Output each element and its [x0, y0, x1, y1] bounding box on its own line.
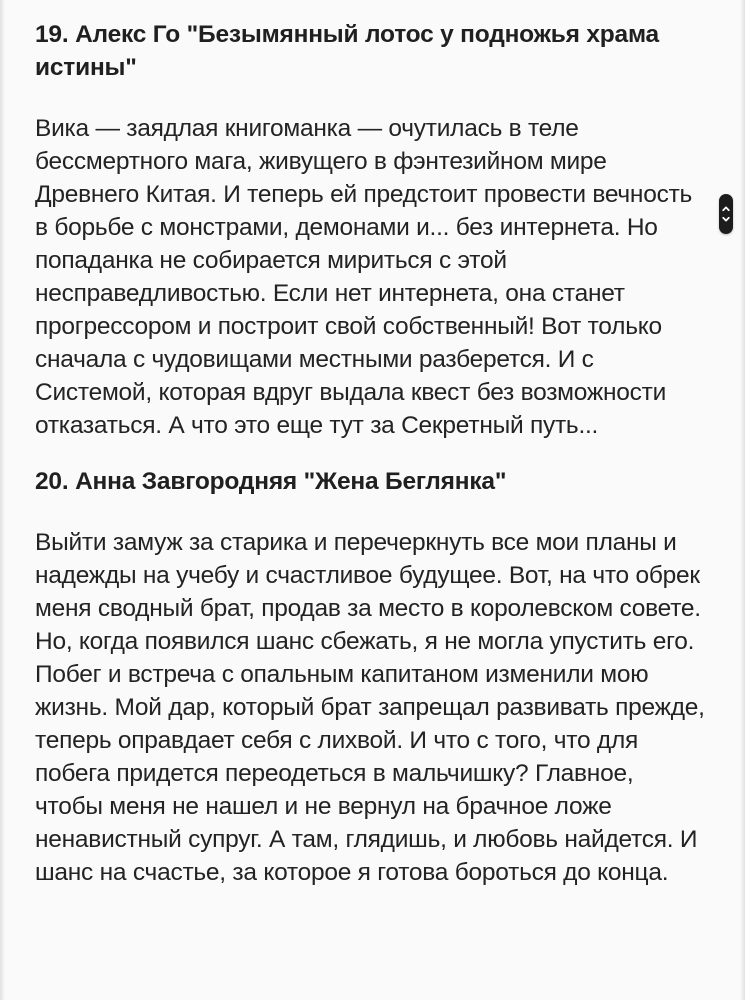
book-entry-description: Вика — заядлая книгоманка — очутилась в теле бессмертного мага, живущего в фэнтезийном мире Древнего Китая. И теперь ей предстоит провести вечность в борьбе с монстрами, демонами и... без интернета. Но попаданка не собирается мириться с этой несправедливостью. Если нет интернета, она станет прогрессором и построит свой собственный! Вот только сначала с чудовищами местными разберется. И с Системой, которая вдруг выдала квест без возможности отказаться. А что это еще тут за Секретный путь... — [35, 115, 693, 439]
book-entry-description: Выйти замуж за старика и перечеркнуть все мои планы и надежды на учебу и счастливое будущее. Вот, на что обрек меня сводный брат, продав за место в королевском совете. Но, когда появился шанс сбежать, я не могла упустить его. Побег и встреча с опальным капитаном изменили мою жизнь. Мой дар, который брат запрещал развивать прежде, теперь оправдает себя с лихвой. И что с того, что для побега придется переодеться в мальчишку? Главное, чтобы меня не нашел и не вернул на брачное ложе ненавистный супруг. А там, глядишь, и любовь найдется. И шанс на счастье, за которое я готова бороться до конца. — [35, 529, 705, 886]
article-content — [35, 18, 707, 889]
fast-scroll-handle[interactable] — [719, 194, 733, 234]
book-entry-19 — [35, 18, 707, 442]
book-entry-title: 20. Анна Завгородняя "Жена Беглянка" — [35, 468, 507, 495]
up-down-chevron-icon — [719, 194, 733, 234]
right-edge-shadow — [740, 0, 745, 1000]
book-entry-20 — [35, 465, 707, 889]
left-edge-shadow — [0, 0, 5, 1000]
book-entry-title: 19. Алекс Го "Безымянный лотос у подножья храма истины" — [35, 21, 659, 81]
